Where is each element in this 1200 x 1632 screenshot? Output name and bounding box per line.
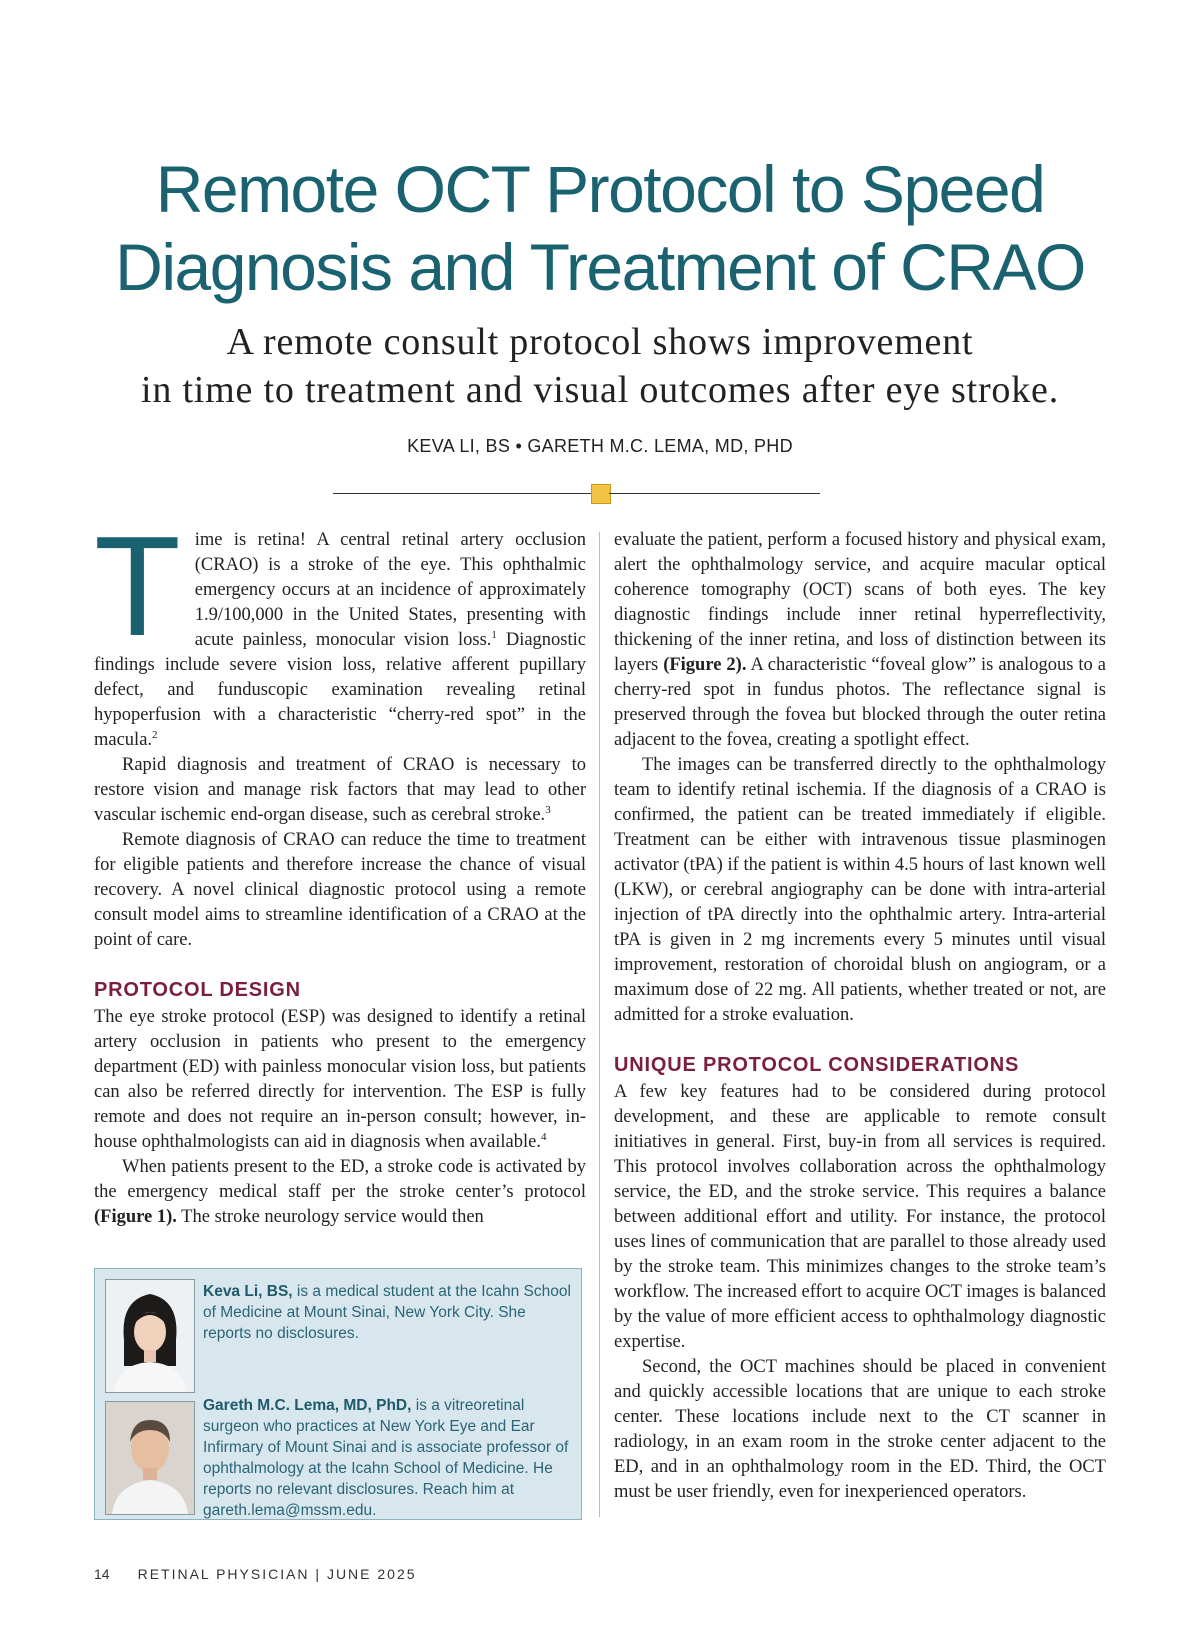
author-byline: KEVA LI, BS • GARETH M.C. LEMA, MD, PHD [407,436,793,456]
right-column [614,528,1106,1505]
body-paragraph [94,1005,586,1155]
paragraph-text: The stroke neurology service would then [176,1207,484,1227]
figure-reference: (Figure 2). [663,655,747,675]
column-rule [599,532,600,1517]
intro-text-b: Diagnostic findings include severe vision loss, relative afferent pupillary defect, and funduscopic examination revealing retinal hypoperfusion with a characteristic “cherry-red spot” in the macula. [94,630,586,750]
publication-name: RETINAL PHYSICIAN | JUNE 2025 [137,1566,417,1582]
bio-description: is a vitreoretinal surgeon who practices at New York Eye and Ear Infirmary of Mount Sinai and is associate professor of ophthalmology at the Icahn School of Medicine. He reports no relevant disclosures. Reach him at gareth.lema@mssm.edu. [203,1397,569,1519]
paragraph-text: A characteristic “foveal glow” is analogous to a cherry-red spot in fundus photos. The reflectance signal is preserved through the fovea but blocked through the outer retina adjacent to the fovea, creating a spotlight effect. [614,655,1107,750]
article-title [60,150,1140,306]
bio-description: is a medical student at the Icahn School of Medicine at Mount Sinai, New York City. She reports no disclosures. [203,1283,571,1342]
paragraph-text: evaluate the patient, perform a focused history and physical exam, alert the ophthalmology service, and acquire macular optical coherence tomography (OCT) scans of both eyes. The key diagnostic findings include inner retinal hyperreflectivity, thickening of the inner retina, and loss of distinction between its layers [614,530,1106,675]
section-heading-unique-considerations: UNIQUE PROTOCOL CONSIDERATIONS [614,1054,1020,1076]
article-subtitle [60,318,1140,414]
author-photo-keva-li [105,1279,195,1393]
paragraph-text: When patients present to the ED, a stroke code is activated by the emergency medical staff per the stroke center’s protocol [94,1157,586,1202]
body-paragraph: The images can be transferred directly to the ophthalmology team to identify retinal ischemia. If the diagnosis of a CRAO is confirmed, the patient can be treated immediately if eligible. Treatment can be either with intravenous tissue plasminogen activator (tPA) if the patient is within 4.5 hours of last known well (LKW), or cerebral angiography can be done with intra-arterial injection of tPA directly into the ophthalmic artery. Intra-arterial tPA is given in 2 mg increments every 5 minutes until visual improvement, restoration of choroidal blush on angiogram, or a maximum dose of 22 mg. All patients, whether treated or not, are admitted for a stroke evaluation. [614,755,1106,1025]
body-paragraph: Second, the OCT machines should be placed in convenient and quickly accessible locations that are unique to each stroke center. These locations include next to the CT scanner in radiology, in an exam room in the stroke center adjacent to the ED, and in an ophthalmology room in the ED. Third, the OCT must be user friendly, even for inexperienced operators. [614,1357,1106,1502]
page-footer [94,1566,417,1582]
footnote-ref: 3 [545,803,551,816]
paragraph-text: The eye stroke protocol (ESP) was designed to identify a retinal artery occlusion in patients who present to the emergency department (ED) with painless monocular vision loss, but patients can also be referred directly for intervention. The ESP is fully remote and does not require an in-person consult; however, in-house ophthalmologists can aid in diagnosis when available. [94,1007,586,1152]
page-number: 14 [94,1566,110,1582]
figure-reference: (Figure 1). [94,1207,177,1227]
paragraph-text: Rapid diagnosis and treatment of CRAO is necessary to restore vision and manage risk factors that may lead to other vascular ischemic end-organ disease, such as cerebral stroke. [94,755,586,825]
footnote-ref: 4 [541,1130,547,1143]
footnote-ref: 2 [152,728,158,741]
divider-line-right [609,493,820,494]
bio-name: Gareth M.C. Lema, MD, PhD, [203,1397,412,1414]
divider-ornament [591,484,611,504]
title-line-2: Diagnosis and Treatment of CRAO [115,230,1085,304]
title-line-1: Remote OCT Protocol to Speed [155,152,1045,226]
intro-paragraph [94,507,586,753]
left-column [94,507,586,1230]
body-paragraph [94,1155,586,1230]
section-heading-protocol-design: PROTOCOL DESIGN [94,979,301,1001]
author-photo-gareth-lema [105,1401,195,1515]
bio-keva-li [203,1281,573,1344]
divider-line-left [333,493,591,494]
drop-cap: T [94,507,181,666]
subtitle-line-1: A remote consult protocol shows improvement [226,321,974,363]
subtitle-line-2: in time to treatment and visual outcomes after eye stroke. [140,369,1059,411]
footnote-ref: 1 [491,628,497,641]
bio-name: Keva Li, BS, [203,1283,293,1300]
body-paragraph [614,528,1106,753]
body-paragraph: A few key features had to be considered during protocol development, and these are applicable to remote consult initiatives in general. First, buy-in from all services is required. This protocol involves collaboration across the ophthalmology service, the ED, and the stroke service. This requires a balance between additional effort and utility. For instance, the protocol uses lines of communication that are parallel to those already used by the stroke team. This minimizes changes to the stroke team’s workflow. The increased effort to acquire OCT images is balanced by the value of more efficient access to ophthalmology diagnostic expertise. [614,1082,1106,1352]
bio-gareth-lema [203,1395,573,1521]
intro-text-a: ime is retina! A central retinal artery occlusion (CRAO) is a stroke of the eye. This ophthalmic emergency occurs at an incidence of approximately 1.9/100,000 in the United States, presenting with acute painless, monocular vision loss. [194,530,586,650]
body-paragraph [94,753,586,828]
author-bio-box [94,1268,582,1520]
body-paragraph: Remote diagnosis of CRAO can reduce the time to treatment for eligible patients and therefore increase the chance of visual recovery. A novel clinical diagnostic protocol using a remote consult model aims to streamline identification of a CRAO at the point of care. [94,830,586,950]
